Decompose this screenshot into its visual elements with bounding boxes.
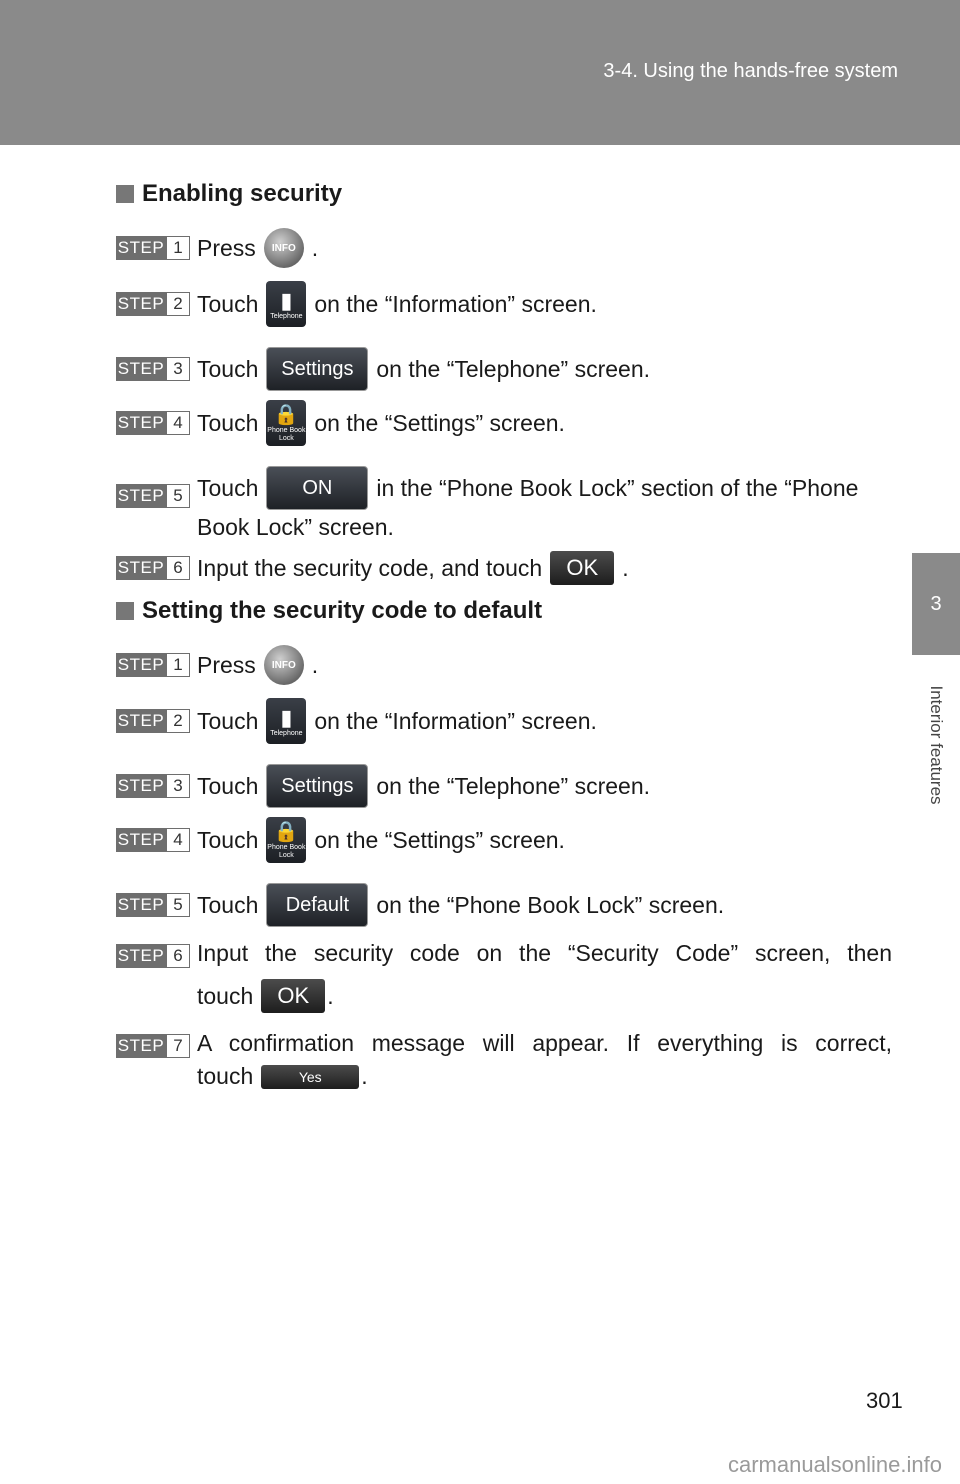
- step-badge: STEP 4: [116, 411, 190, 435]
- step-badge: STEP 2: [116, 292, 190, 316]
- ok-button-image: OK: [261, 979, 325, 1013]
- step-row: STEP 5 Touch ON in the “Phone Book Lock” section of the “Phone Book Lock” screen.: [116, 466, 892, 541]
- step-badge: STEP 1: [116, 653, 190, 677]
- step-badge: STEP 3: [116, 774, 190, 798]
- chapter-label: Interior features: [927, 685, 946, 805]
- step-badge: STEP 6: [116, 556, 190, 580]
- chapter-tab: 3: [912, 553, 960, 655]
- step-row: STEP 3 Touch Settings on the “Telephone” screen.: [116, 764, 892, 808]
- ok-button-image: OK: [550, 551, 614, 585]
- step-row: STEP 4 Touch 🔒 Phone Book Lock on the “Settings” screen.: [116, 400, 892, 446]
- header-title: 3-4. Using the hands-free system: [603, 60, 898, 82]
- step-badge: STEP 5: [116, 893, 190, 917]
- step-row: STEP 4 Touch 🔒 Phone Book Lock on the “Settings” screen.: [116, 817, 892, 863]
- step-row: STEP 2 Touch ▮ Telephone on the “Information” screen.: [116, 698, 892, 744]
- telephone-icon: ▮ Telephone: [266, 698, 306, 744]
- page-header: [0, 0, 960, 145]
- phone-book-lock-icon: 🔒 Phone Book Lock: [266, 400, 306, 446]
- step-row: STEP 1 Press INFO .: [116, 645, 892, 685]
- section-heading-default: Setting the security code to default: [116, 597, 542, 625]
- info-button-icon: INFO: [264, 228, 304, 268]
- step-badge: STEP 5: [116, 484, 190, 508]
- step-badge: STEP 4: [116, 828, 190, 852]
- default-button-image: Default: [266, 883, 368, 927]
- watermark: carmanualsonline.info: [727, 1452, 942, 1477]
- step-row: STEP 7 A confirmation message will appear. If everything is correct, touch Yes .: [117, 1030, 892, 1089]
- settings-button-image: Settings: [266, 347, 368, 391]
- step-row: STEP 5 Touch Default on the “Phone Book Lock” screen.: [116, 883, 892, 927]
- settings-button-image: Settings: [266, 764, 368, 808]
- step-row: STEP 6 Input the security code on the “Security Code” screen, then touch OK .: [116, 940, 892, 1013]
- yes-button-image: Yes: [261, 1065, 359, 1089]
- square-bullet-icon: [116, 602, 134, 620]
- step-badge: STEP 1: [116, 236, 190, 260]
- step-badge: STEP 3: [116, 357, 190, 381]
- step-badge: STEP 7: [116, 1034, 190, 1058]
- step-row: STEP 6 Input the security code, and touch OK .: [116, 551, 892, 585]
- page-number: 301: [866, 1388, 903, 1413]
- step-row: STEP 2 Touch ▮ Telephone on the “Information” screen.: [116, 281, 892, 327]
- step-row: STEP 1 Press INFO .: [116, 228, 892, 268]
- square-bullet-icon: [116, 185, 134, 203]
- telephone-icon: ▮ Telephone: [266, 281, 306, 327]
- phone-book-lock-icon: 🔒 Phone Book Lock: [266, 817, 306, 863]
- on-button-image: ON: [266, 466, 368, 510]
- step-badge: STEP 2: [116, 709, 190, 733]
- step-row: STEP 3 Touch Settings on the “Telephone” screen.: [116, 347, 892, 391]
- section-heading-enabling: Enabling security: [116, 180, 342, 208]
- step-badge: STEP 6: [116, 944, 190, 968]
- info-button-icon: INFO: [264, 645, 304, 685]
